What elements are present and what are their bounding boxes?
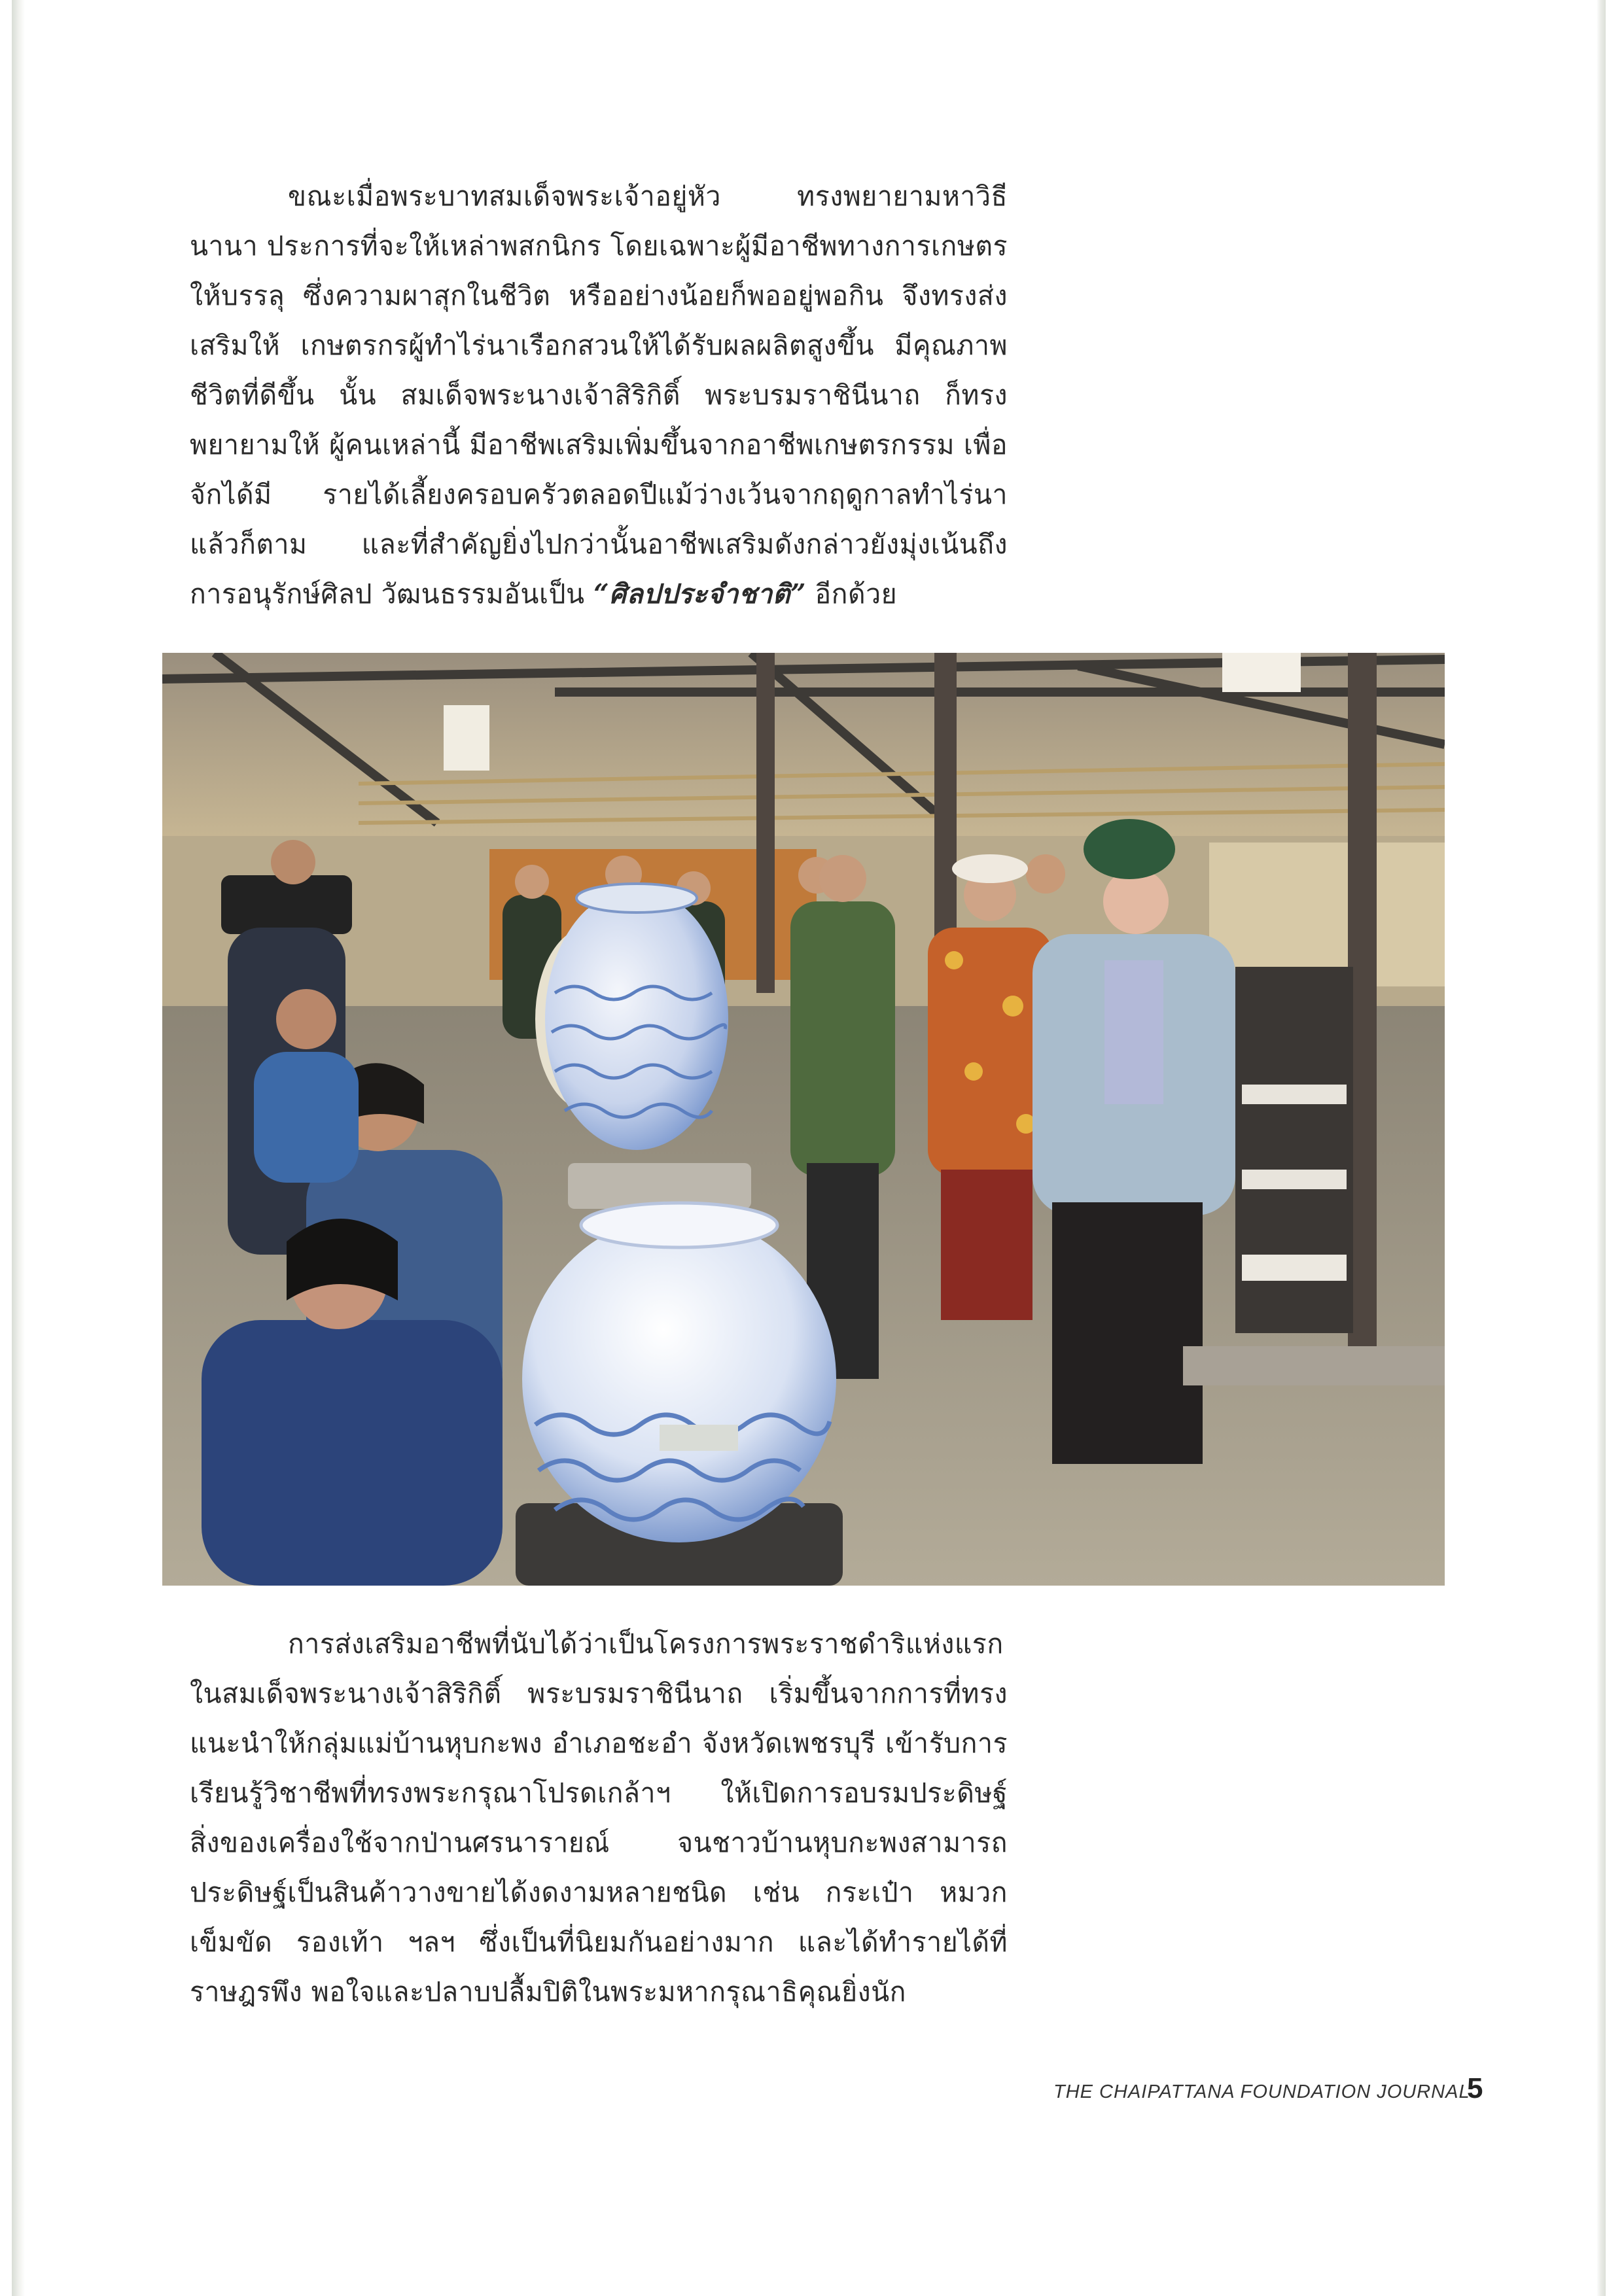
text-line: พอใจและปลาบปลื้มปิติในพระมหากรุณาธิคุณยิ่งนัก bbox=[311, 1976, 906, 2008]
text-line: และที่สำคัญยิ่งไปกว่านั้นอาชีพเสริมดังกล่าวยังมุ่งเน้นถึงการอนุรักษ์ศิลป bbox=[190, 529, 1008, 610]
text-line: วัฒนธรรมอันเป็น bbox=[381, 578, 594, 610]
text-line: รองเท้า ฯลฯ ซึ่งเป็นที่นิยมกันอย่างมาก และได้ทำรายได้ที่ราษฎรพึง bbox=[190, 1926, 1008, 2008]
text-line: สิ่งของเครื่องใช้จากป่านศรนารายณ์ จนชาวบ้านหุบกะพงสามารถ bbox=[190, 1827, 1008, 1858]
body-paragraph bbox=[190, 1619, 1008, 2017]
text-line: ขณะเมื่อพระบาทสมเด็จพระเจ้าอยู่หัว ทรงพยายามหาวิธีนานา bbox=[190, 181, 1008, 262]
text-line: ผู้คนเหล่านี้ มีอาชีพเสริมเพิ่มขึ้นจากอาชีพเกษตรกรรม เพื่อจักได้มี bbox=[190, 429, 1008, 510]
text-line: ประการที่จะให้เหล่าพสกนิกร โดยเฉพาะผู้มีอาชีพทางการเกษตรให้บรรลุ bbox=[190, 230, 1008, 311]
page-footer bbox=[981, 2072, 1492, 2112]
text-line: แนะนำให้กลุ่มแม่บ้านหุบกะพง อำเภอชะอำ จังหวัดเพชรบุรี เข้ารับการ bbox=[190, 1728, 1008, 1759]
page-number: 5 bbox=[1467, 2072, 1483, 2104]
text-line: การส่งเสริมอาชีพที่นับได้ว่าเป็นโครงการพระราชดำริแห่งแรก bbox=[288, 1628, 1004, 1660]
text-line: อีกด้วย bbox=[806, 578, 898, 610]
text-line: เกษตรกรผู้ทำไร่นาเรือกสวนให้ได้รับผลผลิตสูงขึ้น มีคุณภาพชีวิตที่ดีขึ้น bbox=[190, 330, 1008, 411]
text-line: เรียนรู้วิชาชีพที่ทรงพระกรุณาโปรดเกล้าฯ ให้เปิดการอบรมประดิษฐ์ bbox=[190, 1777, 1008, 1809]
intro-paragraph bbox=[190, 171, 1008, 619]
paragraph-text bbox=[190, 171, 1008, 619]
text-line: ซึ่งความผาสุกในชีวิต หรืออย่างน้อยก็พออยู่พอกิน จึงทรงส่งเสริมให้ bbox=[190, 280, 1008, 361]
emphasized-phrase: “ศิลปประจำชาติ” bbox=[593, 578, 806, 610]
workshop-photo bbox=[162, 653, 1445, 1586]
text-line: ประดิษฐ์เป็นสินค้าวางขายได้งดงามหลายชนิด เช่น กระเป๋า หมวก เข็มขัด bbox=[190, 1877, 1008, 1958]
paragraph-text bbox=[190, 1619, 1008, 2017]
scan-edge-right bbox=[1597, 0, 1606, 2296]
text-line: นั้น สมเด็จพระนางเจ้าสิริกิติ์ พระบรมราชินีนาถ ก็ทรงพยายามให้ bbox=[190, 379, 1008, 461]
scan-edge-left bbox=[12, 0, 25, 2296]
text-line: ในสมเด็จพระนางเจ้าสิริกิติ์ พระบรมราชินีนาถ เริ่มขึ้นจากการที่ทรง bbox=[190, 1678, 1008, 1709]
text-line: รายได้เลี้ยงครอบครัวตลอดปีแม้ว่างเว้นจากฤดูกาลทำไร่นาแล้วก็ตาม bbox=[190, 479, 1008, 560]
journal-name: THE CHAIPATTANA FOUNDATION JOURNAL bbox=[1053, 2081, 1470, 2102]
